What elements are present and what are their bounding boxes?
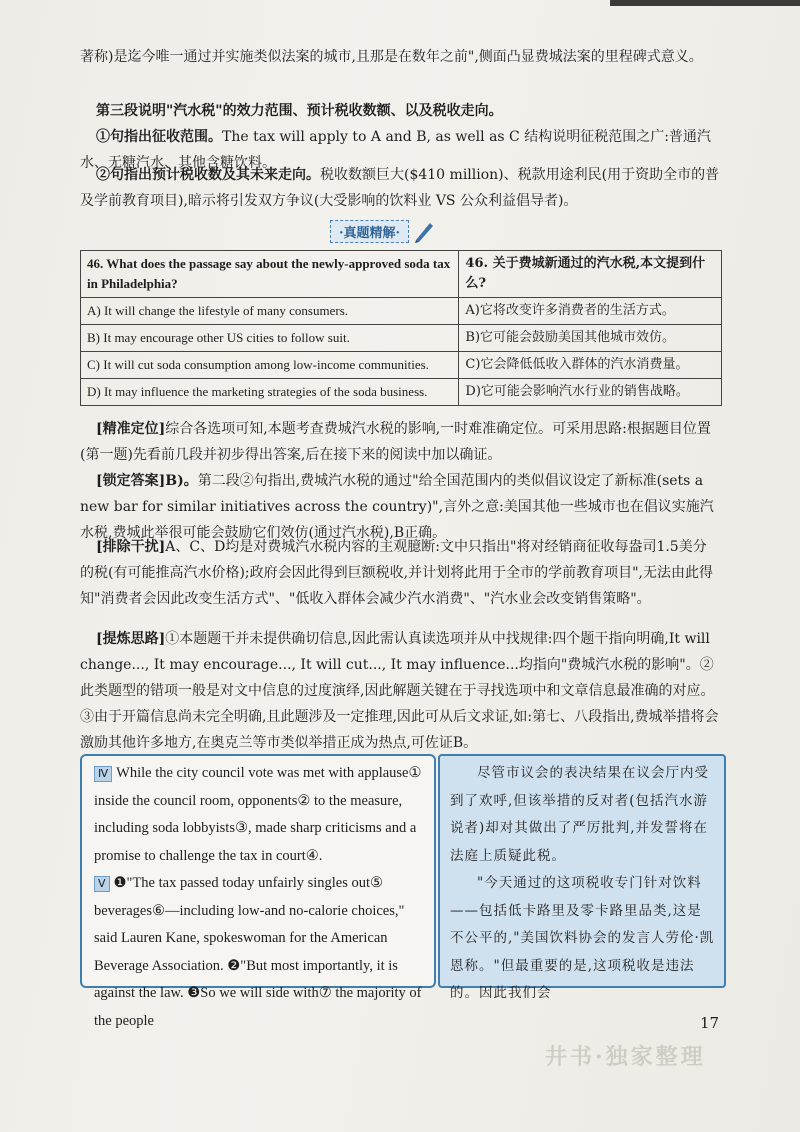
section-banner <box>330 218 435 244</box>
paragraph-5-number: Ⅴ <box>94 876 110 892</box>
answer-text: 第二段②句指出,费城汽水税的通过"给全国范围内的类似倡议设定了新标准(sets a new bar for similar initiatives across the country)",言外之意:美国其他一些城市也在倡议实施汽水税,费城此举很可能会鼓励它们效仿(通过汽水税),B正确。 <box>80 473 714 541</box>
option-en: A) It will change the lifestyle of many consumers. <box>81 298 459 325</box>
watermark: 井书·独家整理 <box>545 1044 706 1070</box>
locate-text: 综合各选项可知,本题考查费城汽水税的影响,一时难准确定位。可采用思路:根据题目位置(第一题)先看前几段并初步得出答案,后在接下来的阅读中加以确证。 <box>80 421 711 463</box>
passage-chinese-box <box>438 754 726 1001</box>
refine-text: ①本题题干并未提供确切信息,因此需认真读选项并从中找规律:四个题干指向明确,It will change..., It may encourage..., It will cut..., It may influence...均指向"费城汽水税的影响"。②此类题型的错项一般是对文中信息的过度演绎,因此解题关键在于寻找选项中和文章信息最准确的对应。③由于开篇信息尚未完全明确,且此题涉及一定推理,因此可从后文求证,如:第七、八段指出,费城举措将会激励其他许多地方,在奥克兰等市类似举措正成为热点,可佐证B。 <box>80 631 719 751</box>
option-row <box>81 352 722 379</box>
analysis-exclude <box>80 534 720 612</box>
top-edge-bar <box>610 0 800 6</box>
banner-label: ·真题精解· <box>330 220 409 243</box>
option-en: D) It may influence the marketing strategies of the soda business. <box>81 379 459 406</box>
point-1-text: The tax will apply to A and B, as well as C 结构说明征税范围之广:普通汽水、无糖汽水、其他含糖饮料。 <box>80 129 711 171</box>
locate-tag: [精准定位] <box>96 421 166 437</box>
option-zh: D)它可能会影响汽水行业的销售战略。 <box>459 379 722 406</box>
paragraph-4-number: Ⅳ <box>94 766 112 782</box>
pen-icon <box>413 219 435 243</box>
question-table <box>80 250 722 406</box>
option-zh: C)它会降低低收入群体的汽水消费量。 <box>459 352 722 379</box>
point-2 <box>80 162 720 214</box>
translation-paragraph-4: 尽管市议会的表决结果在议会厅内受到了欢呼,但该举措的反对者(包括汽水游说者)却对其做出了严厉批判,并发誓将在法庭上质疑此税。 <box>450 765 709 864</box>
passage-chinese-text <box>450 760 716 1008</box>
para3-heading: 第三段说明"汽水税"的效力范围、预计税收数额、以及税收走向。 <box>96 103 503 119</box>
option-row <box>81 298 722 325</box>
option-en: C) It will cut soda consumption among low-income communities. <box>81 352 459 379</box>
option-zh: B)它可能会鼓励美国其他城市效仿。 <box>459 325 722 352</box>
refine-tag: [提炼思路] <box>96 631 166 647</box>
point-1-label: ①句指出征收范围。 <box>96 129 222 145</box>
option-en: B) It may encourage other US cities to follow suit. <box>81 325 459 352</box>
passage-english-text <box>94 760 428 1035</box>
translation-paragraph-5: "今天通过的这项税收专门针对饮料——包括低卡路里及零卡路里品类,这是不公平的,"美国饮料协会的发言人劳伦·凯恩称。"但最重要的是,这项税收是违法的。因此我们会 <box>450 875 715 1001</box>
point-2-text: 税收数额巨大($410 million)、税款用途利民(用于资助全市的普及学前教育项目),暗示将引发双方争议(大受影响的饮料业 VS 公众利益倡导者)。 <box>80 167 720 209</box>
question-stem-zh: 46. 关于费城新通过的汽水税,本文提到什么? <box>459 251 722 298</box>
option-row <box>81 379 722 406</box>
analysis-locate <box>80 416 720 468</box>
exclude-text: A、C、D均是对费城汽水税内容的主观臆断:文中只指出"将对经销商征收每盎司1.5美分的税(有可能推高汽水价格);政府会因此得到巨额税收,并计划将此用于全市的学前教育项目",无法由此得知"消费者会因此改变生活方式"、"低收入群体会减少汽水消费"、"汽水业会改变销售策略"。 <box>80 539 713 607</box>
answer-letter: B)。 <box>165 473 198 489</box>
question-stem-row <box>81 251 722 298</box>
analysis-refine <box>80 626 720 756</box>
point-2-label: ②句指出预计税收数及其未来走向。 <box>96 167 320 183</box>
passage-english-box <box>80 754 436 1029</box>
answer-tag: [锁定答案] <box>96 473 166 489</box>
paragraph-4-text: While the city council vote was met with applause① inside the council room, opponents② to the measure, including soda lobbyists③, made sharp criticisms and a promise to challenge the tax in court④. <box>94 765 422 864</box>
paragraph-4 <box>94 760 428 870</box>
paragraph-5 <box>94 870 428 1035</box>
option-zh: A)它将改变许多消费者的生活方式。 <box>459 298 722 325</box>
option-row <box>81 325 722 352</box>
intro-continuation: 著称)是迄今唯一通过并实施类似法案的城市,且那是在数年之前",侧面凸显费城法案的里程碑式意义。 <box>80 49 703 65</box>
question-stem-en: 46. What does the passage say about the newly-approved soda tax in Philadelphia? <box>81 251 459 298</box>
page-number: 17 <box>700 1014 720 1032</box>
exclude-tag: [排除干扰] <box>96 539 166 555</box>
paragraph-5-text: ❶"The tax passed today unfairly singles out⑤ beverages⑥—including low-and no-calorie choices," said Lauren Kane, spokeswoman for the American Beverage Association. ❷"But most importantly, it is against the law. ❸So we will side with⑦ the majority of the people <box>94 875 422 1029</box>
